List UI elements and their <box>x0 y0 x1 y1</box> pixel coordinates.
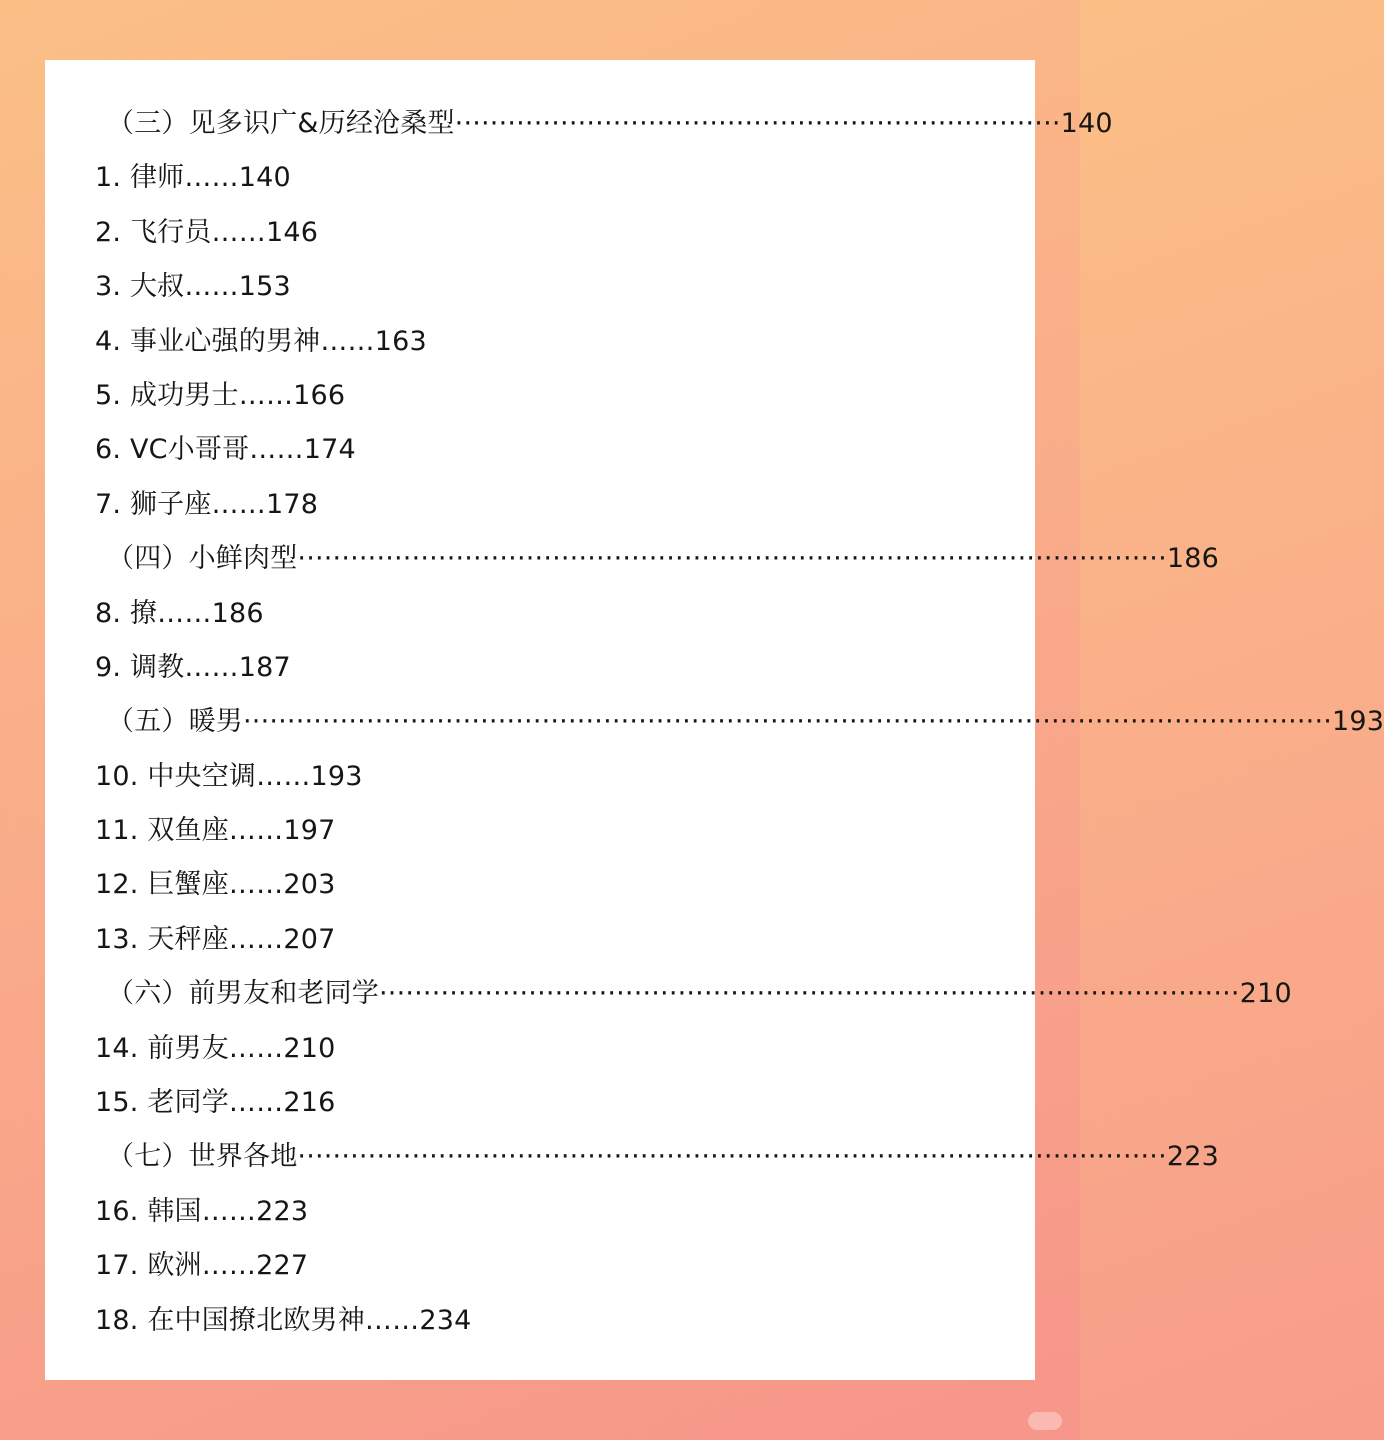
toc-entry-title: 17. 欧洲 <box>95 1250 202 1282</box>
toc-page-number: 223 <box>256 1195 309 1227</box>
toc-dot-leader: …… <box>211 216 266 248</box>
toc-page-number: 186 <box>211 597 264 629</box>
toc-entry-title: 10. 中央空调 <box>95 760 257 792</box>
toc-section-7 <box>95 1130 1220 1184</box>
toc-dot-leader: …… <box>228 1032 284 1064</box>
toc-page-number: 223 <box>1166 1141 1220 1173</box>
toc-entry-title: 3. 大叔 <box>95 271 185 303</box>
toc-section-5 <box>95 695 1384 749</box>
toc-entry-title: 6. VC小哥哥 <box>95 434 250 466</box>
toc-item-12 <box>95 858 995 912</box>
toc-dot-leader: …… <box>184 162 239 194</box>
toc-dot-leader: …… <box>228 815 284 847</box>
toc-page-number: 166 <box>293 379 346 411</box>
toc-page-number: 186 <box>1166 543 1220 575</box>
toc-dot-leader: ·································································································· <box>379 978 1240 1010</box>
toc-entry-title: 12. 巨蟹座 <box>95 869 229 901</box>
toc-dot-leader: …… <box>364 1304 420 1336</box>
toc-entry-title: 18. 在中国撩北欧男神 <box>95 1304 365 1336</box>
toc-dot-leader: …… <box>228 869 284 901</box>
toc-item-1 <box>95 151 995 205</box>
toc-entry-title: （五）暖男 <box>107 706 243 738</box>
toc-entry-title: 7. 狮子座 <box>95 488 212 520</box>
toc-entry-title: （六）前男友和老同学 <box>107 978 379 1010</box>
toc-entry-title: （四）小鲜肉型 <box>107 543 298 575</box>
toc-item-11 <box>95 804 995 858</box>
toc-item-7 <box>95 478 995 532</box>
toc-page-number: 174 <box>303 434 356 466</box>
toc-dot-leader: …… <box>157 597 212 629</box>
toc-dot-leader: …… <box>256 760 311 792</box>
toc-entry-title: 9. 调教 <box>95 651 185 683</box>
toc-entry-title: 2. 飞行员 <box>95 216 212 248</box>
toc-page-number: 193 <box>310 760 363 792</box>
toc-entry-title: 16. 韩国 <box>95 1195 202 1227</box>
toc-item-9 <box>95 641 995 695</box>
toc-dot-leader: …… <box>228 1087 284 1119</box>
table-of-contents <box>95 97 1384 1348</box>
toc-page-number: 210 <box>1239 978 1292 1010</box>
toc-page-number: 207 <box>283 923 336 955</box>
toc-page-number: 146 <box>265 216 319 248</box>
toc-dot-leader: …… <box>211 488 266 520</box>
toc-page-number: 203 <box>283 869 336 901</box>
toc-item-6 <box>95 423 995 477</box>
toc-entry-title: 1. 律师 <box>95 162 185 194</box>
toc-page-number: 193 <box>1332 706 1384 738</box>
toc-section-4 <box>95 532 1220 586</box>
corner-watermark-badge <box>1028 1412 1062 1430</box>
toc-entry-title: 4. 事业心强的男神 <box>95 325 321 357</box>
toc-dot-leader: …… <box>238 379 294 411</box>
toc-entry-title: 5. 成功男士 <box>95 379 239 411</box>
toc-dot-leader: …… <box>201 1195 257 1227</box>
toc-entry-title: 11. 双鱼座 <box>95 815 229 847</box>
toc-page-number: 163 <box>374 325 427 357</box>
toc-entry-title: （三）见多识广&历经沧桑型 <box>107 108 455 139</box>
toc-entry-title: 15. 老同学 <box>95 1087 229 1119</box>
toc-page-number: 210 <box>283 1032 336 1064</box>
toc-entry-title: 14. 前男友 <box>95 1032 229 1064</box>
toc-dot-leader: ···························································································································· <box>243 706 1333 738</box>
toc-item-15 <box>95 1076 995 1130</box>
toc-page-number: 234 <box>419 1304 472 1336</box>
toc-dot-leader: ····································································· <box>454 108 1061 139</box>
toc-item-10 <box>95 750 995 804</box>
toc-item-13 <box>95 913 995 967</box>
toc-page-number: 187 <box>238 651 291 683</box>
toc-item-2 <box>95 206 995 260</box>
toc-page-number: 197 <box>283 815 336 847</box>
toc-dot-leader: …… <box>249 434 304 466</box>
toc-dot-leader: …… <box>184 651 239 683</box>
toc-dot-leader: …… <box>228 923 284 955</box>
toc-dot-leader: ··································································································· <box>297 543 1167 575</box>
toc-dot-leader: ··································································································· <box>297 1141 1167 1173</box>
toc-entry-title: 8. 撩 <box>95 597 158 629</box>
toc-section-3 <box>95 97 1113 151</box>
toc-item-5 <box>95 369 995 423</box>
toc-page-number: 153 <box>238 271 291 303</box>
toc-item-16 <box>95 1185 995 1239</box>
toc-page-number: 140 <box>1060 108 1113 139</box>
toc-item-4 <box>95 315 995 369</box>
toc-item-18 <box>95 1294 995 1348</box>
toc-item-17 <box>95 1239 995 1293</box>
toc-item-8 <box>95 587 995 641</box>
toc-dot-leader: …… <box>201 1250 257 1282</box>
toc-dot-leader: …… <box>320 325 375 357</box>
toc-item-3 <box>95 260 995 314</box>
document-page <box>45 60 1384 1380</box>
toc-item-14 <box>95 1022 995 1076</box>
toc-page-number: 216 <box>283 1087 336 1119</box>
toc-page-number: 178 <box>265 488 319 520</box>
toc-section-6 <box>95 967 1292 1021</box>
toc-page-number: 227 <box>256 1250 309 1282</box>
toc-entry-title: （七）世界各地 <box>107 1141 298 1173</box>
toc-entry-title: 13. 天秤座 <box>95 923 229 955</box>
toc-page-number: 140 <box>238 162 291 194</box>
toc-dot-leader: …… <box>184 271 239 303</box>
